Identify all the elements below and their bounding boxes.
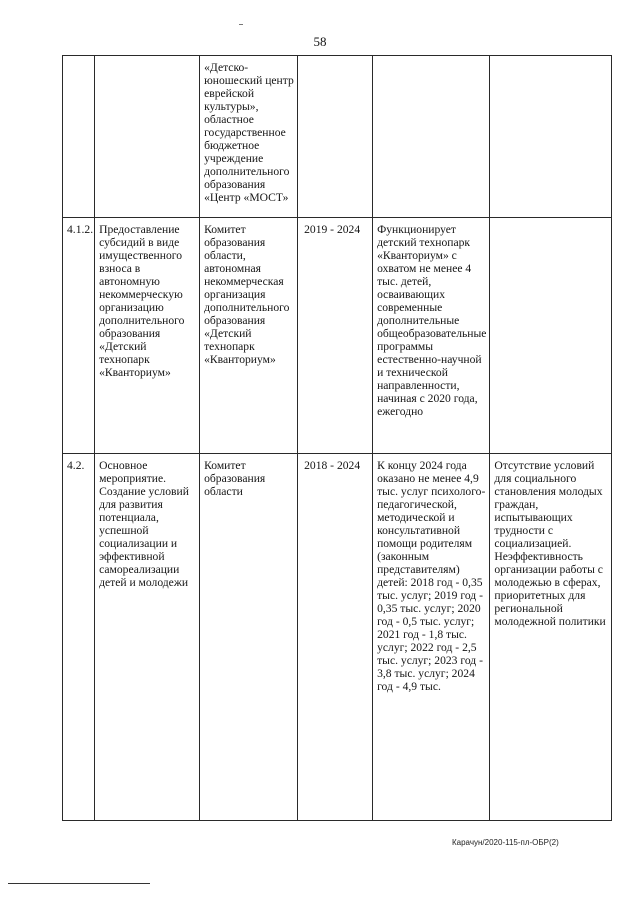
table-row xyxy=(63,218,612,454)
period-cell: 2019 - 2024 xyxy=(298,218,373,454)
executor-cell: Комитет образования области xyxy=(200,454,298,821)
consequences-cell: Отсутствие условий для социального становления молодых граждан, испытывающих трудности с социализацией. Неэффективность организации работы с молодежью в сферах, приоритетных для региональной молодежной политики xyxy=(490,454,612,821)
period-cell: 2018 - 2024 xyxy=(298,454,373,821)
row-number xyxy=(63,56,95,218)
consequences-cell xyxy=(490,56,612,218)
executor-cell: «Детско-юношеский центр еврейской культуры», областное государственное бюджетное учреждение дополнительного образования «Центр «МОСТ» xyxy=(200,56,298,218)
row-number: 4.1.2. xyxy=(63,218,95,454)
footer-rule xyxy=(8,883,150,884)
task-cell: Предоставление субсидий в виде имущественного взноса в автономную некоммерческую организацию дополнительного образования «Детский технопарк «Кванториум» xyxy=(95,218,200,454)
period-cell xyxy=(298,56,373,218)
table-row xyxy=(63,56,612,218)
result-cell: К концу 2024 года оказано не менее 4,9 тыс. услуг психолого-педагогической, методической и консультативной помощи родителям (законным представителям) детей: 2018 год - 0,35 тыс. услуг; 2019 год - 0,35 тыс. услуг; 2020 год - 0,5 тыс. услуг; 2021 год - 1,8 тыс. услуг; 2022 год - 2,5 тыс. услуг; 2023 год - 3,8 тыс. услуг; 2024 год - 4,9 тыс. xyxy=(373,454,490,821)
row-number: 4.2. xyxy=(63,454,95,821)
table-row xyxy=(63,454,612,821)
consequences-cell xyxy=(490,218,612,454)
executor-cell: Комитет образования области, автономная некоммерческая организация дополнительного образования «Детский технопарк «Кванториум» xyxy=(200,218,298,454)
task-cell: Основное мероприятие. Создание условий для развития потенциала, успешной социализации и эффективной самореализации детей и молодежи xyxy=(95,454,200,821)
document-code: Карачун/2020-115-пл-ОБР(2) xyxy=(452,838,559,847)
scan-mark xyxy=(239,24,243,25)
measures-table xyxy=(62,55,612,821)
result-cell: Функционирует детский технопарк «Кванториум» с охватом не менее 4 тыс. детей, осваивающих современные дополнительные общеобразовательные программы естественно-научной и технической направленности, начиная с 2020 года, ежегодно xyxy=(373,218,490,454)
result-cell xyxy=(373,56,490,218)
page-number: 58 xyxy=(313,34,327,49)
task-cell xyxy=(95,56,200,218)
